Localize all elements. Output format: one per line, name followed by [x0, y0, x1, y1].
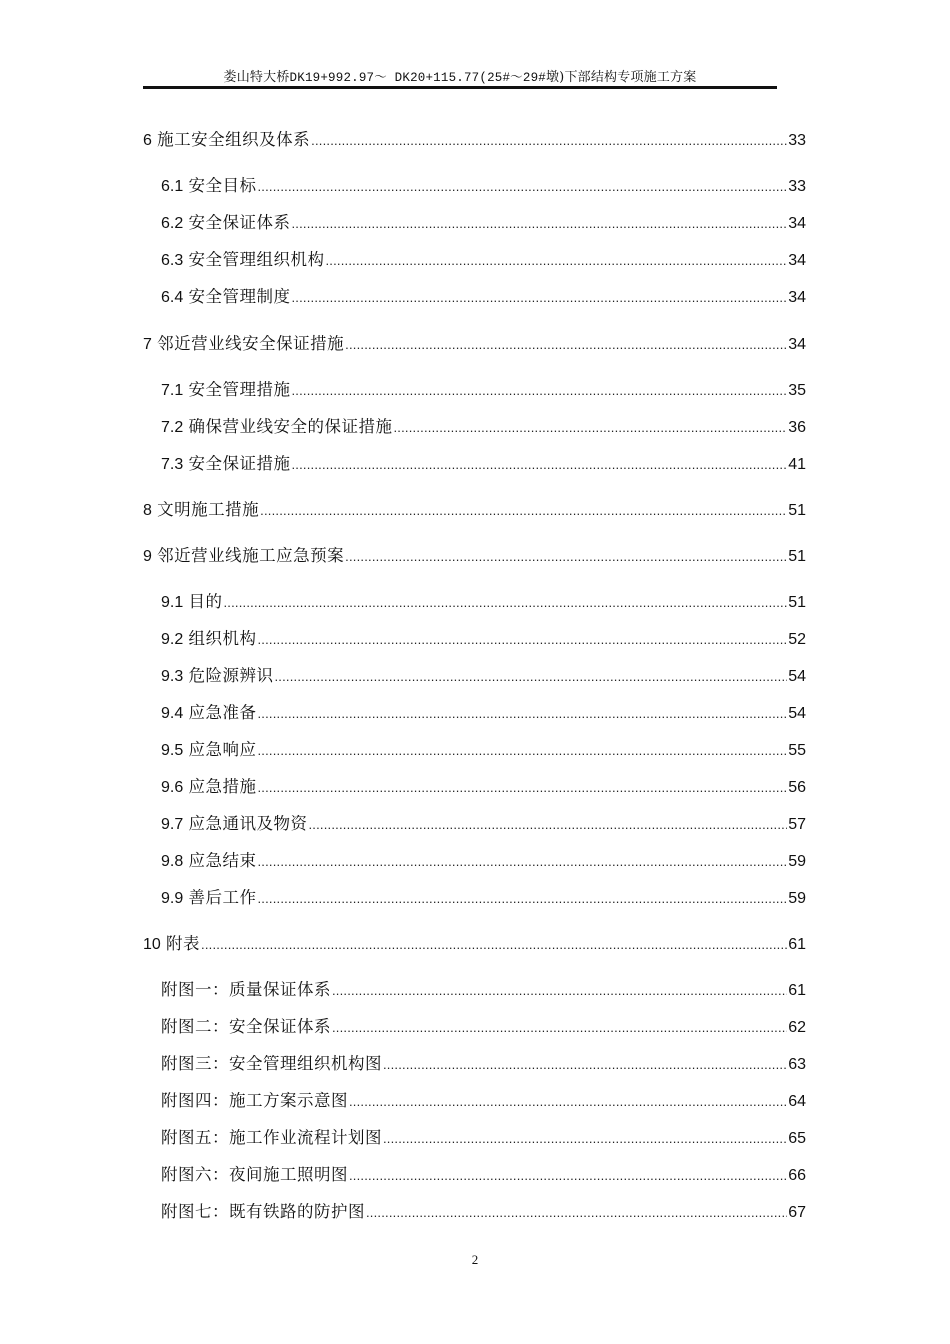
toc-entry[interactable] [161, 588, 806, 614]
toc-entry-number: 9.3 [161, 668, 184, 685]
toc-dot-leader [258, 179, 788, 194]
toc-entry-page: 52 [788, 631, 806, 648]
toc-entry-number: 9.1 [161, 594, 184, 611]
header-title-prefix: 娄山特大桥 [223, 70, 290, 85]
toc-entry-number: 6.2 [161, 215, 184, 232]
toc-dot-leader [349, 1094, 787, 1109]
toc-entry[interactable] [161, 1050, 806, 1076]
toc-entry-number: 9.9 [161, 890, 184, 907]
toc-entry-title: 附图一：质量保证体系 [161, 980, 331, 999]
toc-entry[interactable] [161, 1087, 806, 1113]
toc-entry-title: 危险源辨识 [188, 666, 274, 685]
toc-entry-page: 54 [788, 705, 806, 722]
toc-entry-number: 7.3 [161, 456, 184, 473]
toc-entry-number: 7 [143, 336, 152, 353]
toc-entry[interactable] [161, 699, 806, 725]
toc-entry[interactable] [161, 209, 806, 235]
toc-entry-number: 6.3 [161, 252, 184, 269]
toc-entry-title: 组织机构 [188, 629, 257, 648]
toc-dot-leader [326, 253, 788, 268]
toc-entry-page: 34 [788, 336, 806, 353]
toc-entry-number: 6 [143, 132, 152, 149]
toc-entry-title: 文明施工措施 [157, 500, 260, 519]
toc-entry-page: 67 [788, 1204, 806, 1221]
toc-entry-title: 应急措施 [188, 777, 257, 796]
toc-entry-page: 51 [788, 594, 806, 611]
toc-entry-number: 7.1 [161, 382, 184, 399]
toc-entry-number: 6.4 [161, 289, 184, 306]
toc-entry-number: 7.2 [161, 419, 184, 436]
toc-entry-title: 安全管理组织机构 [188, 250, 325, 269]
toc-entry[interactable] [161, 172, 806, 198]
page-header [143, 66, 777, 85]
toc-dot-leader [224, 595, 788, 610]
toc-entry-title: 附图七：既有铁路的防护图 [161, 1202, 365, 1221]
toc-dot-leader [345, 337, 787, 352]
toc-entry-page: 34 [788, 215, 806, 232]
header-rule [143, 86, 777, 89]
toc-dot-leader [260, 503, 787, 518]
toc-entry-title: 施工安全组织及体系 [157, 130, 311, 149]
toc-entry[interactable] [161, 376, 806, 402]
toc-dot-leader [394, 420, 788, 435]
toc-entry-page: 59 [788, 853, 806, 870]
toc-entry[interactable] [161, 450, 806, 476]
toc-entry-page: 63 [788, 1056, 806, 1073]
toc-entry-number: 8 [143, 502, 152, 519]
toc-entry-page: 61 [788, 936, 806, 953]
toc-entry-page: 59 [788, 890, 806, 907]
toc-entry[interactable] [161, 773, 806, 799]
toc-entry[interactable] [161, 847, 806, 873]
toc-entry-title: 邻近营业线施工应急预案 [157, 546, 345, 565]
toc-entry-page: 62 [788, 1019, 806, 1036]
toc-entry-title: 应急准备 [188, 703, 257, 722]
toc-entry-number: 9.6 [161, 779, 184, 796]
toc-entry-page: 35 [788, 382, 806, 399]
toc-entry-page: 65 [788, 1130, 806, 1147]
toc-entry-title: 安全管理制度 [188, 287, 291, 306]
toc-dot-leader [383, 1131, 787, 1146]
toc-entry-title: 安全目标 [188, 176, 257, 195]
toc-entry[interactable] [161, 976, 806, 1002]
toc-entry[interactable] [161, 1124, 806, 1150]
toc-entry-page: 41 [788, 456, 806, 473]
toc-entry-page: 51 [788, 548, 806, 565]
toc-entry-title: 附图六：夜间施工照明图 [161, 1165, 348, 1184]
toc-entry-title: 目的 [188, 592, 223, 611]
toc-dot-leader [258, 632, 788, 647]
toc-entry-number: 9 [143, 548, 152, 565]
header-title-suffix: 墩)下部结构专项施工方案 [545, 70, 697, 85]
toc-dot-leader [201, 937, 787, 952]
toc-entry-title: 确保营业线安全的保证措施 [188, 417, 393, 436]
toc-dot-leader [309, 817, 788, 832]
toc-dot-leader [292, 457, 788, 472]
toc-entry[interactable] [161, 884, 806, 910]
toc-entry-title: 邻近营业线安全保证措施 [157, 334, 345, 353]
toc-entry[interactable] [161, 625, 806, 651]
toc-entry[interactable] [143, 542, 806, 568]
toc-dot-leader [366, 1205, 787, 1220]
header-title-code: DK19+992.97～ DK20+115.77(25#～29# [289, 71, 546, 85]
toc-entry[interactable] [143, 330, 806, 356]
toc-entry[interactable] [161, 246, 806, 272]
toc-entry-number: 9.8 [161, 853, 184, 870]
toc-entry[interactable] [161, 1161, 806, 1187]
toc-entry-title: 附图三：安全管理组织机构图 [161, 1054, 382, 1073]
toc-entry-title: 安全管理措施 [188, 380, 291, 399]
toc-dot-leader [383, 1057, 787, 1072]
toc-entry-number: 9.5 [161, 742, 184, 759]
toc-entry-page: 54 [788, 668, 806, 685]
page-number: 2 [471, 1252, 479, 1267]
toc-dot-leader [258, 854, 788, 869]
toc-entry[interactable] [161, 413, 806, 439]
toc-dot-leader [311, 133, 787, 148]
toc-entry-title: 善后工作 [188, 888, 257, 907]
toc-entry-page: 33 [788, 178, 806, 195]
toc-entry-title: 安全保证措施 [188, 454, 291, 473]
toc-entry[interactable] [161, 810, 806, 836]
toc-entry-number: 10 [143, 936, 161, 953]
toc-dot-leader [292, 383, 788, 398]
toc-dot-leader [258, 743, 788, 758]
toc-entry-title: 应急响应 [188, 740, 257, 759]
toc-entry-page: 57 [788, 816, 806, 833]
toc-entry-number: 9.2 [161, 631, 184, 648]
toc-dot-leader [258, 891, 788, 906]
toc-entry-page: 34 [788, 252, 806, 269]
toc-entry-title: 应急通讯及物资 [188, 814, 308, 833]
toc-dot-leader [345, 549, 787, 564]
toc-entry-page: 55 [788, 742, 806, 759]
toc-entry-page: 56 [788, 779, 806, 796]
toc-entry[interactable] [143, 496, 806, 522]
toc-entry-page: 34 [788, 289, 806, 306]
toc-entry[interactable] [161, 283, 806, 309]
toc-dot-leader [258, 706, 788, 721]
toc-dot-leader [292, 290, 788, 305]
toc-entry-page: 51 [788, 502, 806, 519]
toc-entry[interactable] [143, 126, 806, 152]
toc-entry-title: 应急结束 [188, 851, 257, 870]
toc-entry-title: 附表 [166, 934, 201, 953]
toc-entry-title: 附图二：安全保证体系 [161, 1017, 331, 1036]
toc-entry-page: 33 [788, 132, 806, 149]
toc-entry[interactable] [161, 1013, 806, 1039]
toc-dot-leader [292, 216, 788, 231]
toc-entry-page: 36 [788, 419, 806, 436]
toc-entry-number: 9.7 [161, 816, 184, 833]
toc-dot-leader [332, 1020, 787, 1035]
toc-entry-page: 61 [788, 982, 806, 999]
toc-entry-title: 安全保证体系 [188, 213, 291, 232]
toc-dot-leader [275, 669, 788, 684]
toc-entry-title: 附图四：施工方案示意图 [161, 1091, 348, 1110]
toc-entry-title: 附图五：施工作业流程计划图 [161, 1128, 382, 1147]
toc-entry-page: 66 [788, 1167, 806, 1184]
toc-dot-leader [258, 780, 788, 795]
toc-entry[interactable] [161, 1198, 806, 1224]
toc-entry[interactable] [161, 662, 806, 688]
toc-entry-number: 6.1 [161, 178, 184, 195]
toc-entry-page: 64 [788, 1093, 806, 1110]
toc-entry[interactable] [161, 736, 806, 762]
toc-entry[interactable] [143, 930, 806, 956]
toc-entry-number: 9.4 [161, 705, 184, 722]
toc-dot-leader [332, 983, 787, 998]
toc-dot-leader [349, 1168, 787, 1183]
